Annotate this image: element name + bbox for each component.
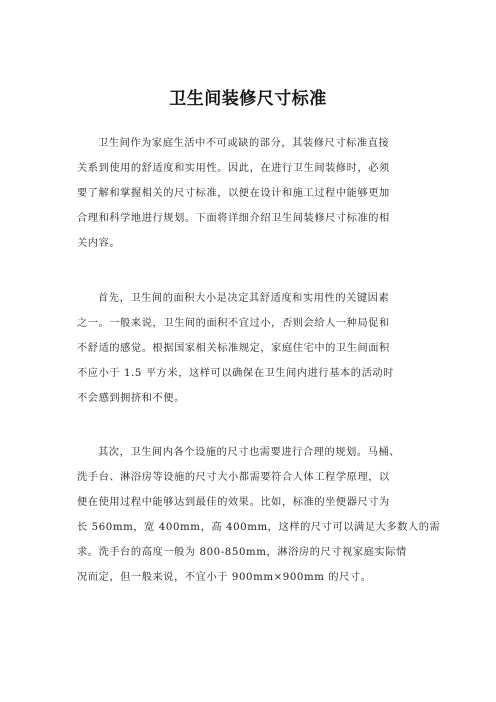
paragraph-line: 不应小于 1.5 平方米，这样可以确保在卫生间内进行基本的活动时: [77, 368, 394, 379]
paragraph-line: 况而定，但一般来说，不宜小于 900mm×900mm 的尺寸。: [77, 572, 372, 583]
paragraph-line: 之一。一般来说，卫生间的面积不宜过小，否则会给人一种局促和: [77, 318, 390, 329]
paragraph-line: 其次，卫生间内各个设施的尺寸也需要进行合理的规划。马桶、: [98, 447, 401, 458]
paragraph-line: 关内容。: [77, 238, 121, 249]
paragraph-line: 要了解和掌握相关的尺寸标准，以便在设计和施工过程中能够更加: [77, 188, 390, 199]
paragraph-line: 求。洗手台的高度一般为 800-850mm，淋浴房的尺寸视家庭实际情: [77, 547, 407, 558]
paragraph-line: 不会感到拥挤和不便。: [77, 393, 185, 404]
paragraph-line: 长 560mm，宽 400mm，高 400mm，这样的尺寸可以满足大多数人的需: [77, 522, 441, 533]
paragraph-line: 关系到使用的舒适度和实用性。因此，在进行卫生间装修时，必须: [77, 163, 390, 174]
paragraph-line: 卫生间作为家庭生活中不可或缺的部分，其装修尺寸标准直接: [98, 138, 390, 149]
paragraph-line: 合理和科学地进行规划。下面将详细介绍卫生间装修尺寸标准的相: [77, 213, 390, 224]
paragraph-line: 洗手台、淋浴房等设施的尺寸大小都需要符合人体工程学原理，以: [77, 472, 390, 483]
paragraph-line: 不舒适的感觉。根据国家相关标准规定，家庭住宅中的卫生间面积: [77, 343, 390, 354]
paragraph-line: 便在使用过程中能够达到最佳的效果。比如，标准的坐便器尺寸为: [77, 497, 390, 508]
paragraph-line: 首先，卫生间的面积大小是决定其舒适度和实用性的关键因素: [98, 293, 390, 304]
document-title: 卫生间装修尺寸标准: [169, 89, 327, 109]
